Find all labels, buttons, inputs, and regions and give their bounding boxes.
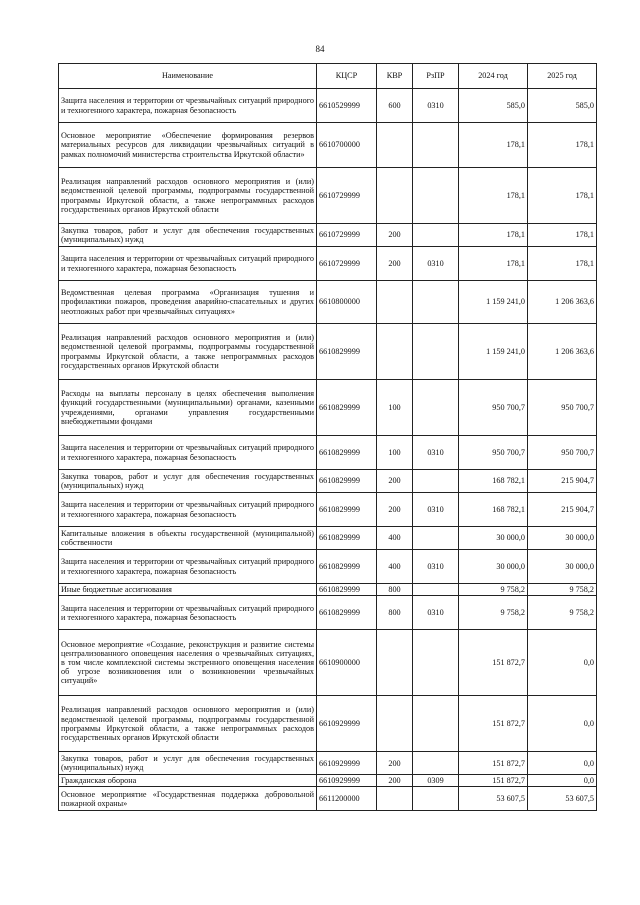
row-kcsr: 6610829999 <box>317 493 377 527</box>
row-rzpr <box>413 380 459 436</box>
row-2024: 9 758,2 <box>459 596 528 630</box>
row-name: Закупка товаров, работ и услуг для обеспечения государственных (муниципальных) нужд <box>59 470 317 493</box>
row-name: Защита населения и территории от чрезвычайных ситуаций природного и техногенного характера, пожарная безопасность <box>59 247 317 281</box>
row-rzpr <box>413 168 459 224</box>
row-rzpr: 0310 <box>413 550 459 584</box>
row-kcsr: 6610929999 <box>317 752 377 775</box>
row-name: Защита населения и территории от чрезвычайных ситуаций природного и техногенного характера, пожарная безопасность <box>59 436 317 470</box>
header-2025: 2025 год <box>528 64 597 89</box>
row-kvr: 800 <box>377 584 413 596</box>
row-kcsr: 6610900000 <box>317 630 377 696</box>
header-rzpr: РзПР <box>413 64 459 89</box>
row-kvr <box>377 324 413 380</box>
row-2024: 151 872,7 <box>459 775 528 787</box>
row-2024: 950 700,7 <box>459 436 528 470</box>
row-name: Защита населения и территории от чрезвычайных ситуаций природного и техногенного характера, пожарная безопасность <box>59 89 317 123</box>
row-kcsr: 6610829999 <box>317 436 377 470</box>
row-kvr: 800 <box>377 596 413 630</box>
row-name: Основное мероприятие «Создание, реконструкция и развитие системы централизованного оповещения населения о чрезвычайных ситуациях, в том числе комплексной системы экстренного оповещения населения об угрозе возникновения или о возникновении чрезвычайных ситуаций» <box>59 630 317 696</box>
page-number: 84 <box>315 44 325 54</box>
table-row <box>59 584 597 596</box>
row-rzpr <box>413 123 459 168</box>
row-kcsr: 6610929999 <box>317 696 377 752</box>
row-2024: 178,1 <box>459 168 528 224</box>
row-name: Капитальные вложения в объекты государственной (муниципальной) собственности <box>59 527 317 550</box>
row-2025: 0,0 <box>528 630 597 696</box>
row-kcsr: 6610729999 <box>317 247 377 281</box>
row-rzpr: 0310 <box>413 493 459 527</box>
row-kvr: 600 <box>377 89 413 123</box>
row-rzpr <box>413 584 459 596</box>
table-row <box>59 775 597 787</box>
row-kcsr: 6610700000 <box>317 123 377 168</box>
table-row <box>59 281 597 324</box>
budget-table <box>58 63 597 811</box>
table-row <box>59 493 597 527</box>
row-2024: 168 782,1 <box>459 470 528 493</box>
row-name: Ведомственная целевая программа «Организация тушения и профилактики пожаров, проведения аварийно-спасательных и других неотложных работ при чрезвычайных ситуациях» <box>59 281 317 324</box>
row-2024: 178,1 <box>459 224 528 247</box>
row-rzpr: 0310 <box>413 89 459 123</box>
table-row <box>59 630 597 696</box>
row-rzpr <box>413 470 459 493</box>
row-kvr: 100 <box>377 436 413 470</box>
row-rzpr: 0310 <box>413 596 459 630</box>
row-2024: 9 758,2 <box>459 584 528 596</box>
row-kcsr: 6610829999 <box>317 470 377 493</box>
row-rzpr <box>413 752 459 775</box>
row-name: Реализация направлений расходов основного мероприятия и (или) ведомственной целевой программы, подпрограммы государственной программы Иркутской области, а также непрограммных расходов государственных органов Иркутской области <box>59 168 317 224</box>
table-row <box>59 752 597 775</box>
row-2024: 151 872,7 <box>459 630 528 696</box>
row-kvr: 200 <box>377 493 413 527</box>
row-kvr: 400 <box>377 527 413 550</box>
row-rzpr: 0310 <box>413 436 459 470</box>
table-header-row <box>59 64 597 89</box>
row-kvr: 400 <box>377 550 413 584</box>
row-name: Закупка товаров, работ и услуг для обеспечения государственных (муниципальных) нужд <box>59 224 317 247</box>
row-2025: 0,0 <box>528 696 597 752</box>
table-row <box>59 470 597 493</box>
row-2025: 215 904,7 <box>528 493 597 527</box>
row-2024: 151 872,7 <box>459 696 528 752</box>
row-kvr <box>377 630 413 696</box>
table-row <box>59 596 597 630</box>
row-2025: 215 904,7 <box>528 470 597 493</box>
row-2024: 30 000,0 <box>459 527 528 550</box>
row-kvr <box>377 168 413 224</box>
row-2025: 30 000,0 <box>528 527 597 550</box>
row-2024: 30 000,0 <box>459 550 528 584</box>
row-kcsr: 6610829999 <box>317 596 377 630</box>
table-row <box>59 324 597 380</box>
row-name: Расходы на выплаты персоналу в целях обеспечения выполнения функций государственными (муниципальными) органами, казенными учреждениями, органами управления государственными внебюджетными фондами <box>59 380 317 436</box>
row-rzpr: 0309 <box>413 775 459 787</box>
row-kcsr: 6610829999 <box>317 584 377 596</box>
row-name: Основное мероприятие «Обеспечение формирования резервов материальных ресурсов для ликвидации чрезвычайных ситуаций в рамках полномочий министерства строительства Иркутской области» <box>59 123 317 168</box>
row-kcsr: 6610829999 <box>317 550 377 584</box>
table-row <box>59 123 597 168</box>
row-kcsr: 6610929999 <box>317 775 377 787</box>
row-2025: 1 206 363,6 <box>528 281 597 324</box>
row-rzpr <box>413 630 459 696</box>
row-2025: 178,1 <box>528 123 597 168</box>
row-name: Гражданская оборона <box>59 775 317 787</box>
row-name: Реализация направлений расходов основного мероприятия и (или) ведомственной целевой программы, подпрограммы государственной программы Иркутской области, а также непрограммных расходов государственных органов Иркутской области <box>59 696 317 752</box>
row-2025: 0,0 <box>528 775 597 787</box>
row-kcsr: 6610829999 <box>317 527 377 550</box>
row-rzpr <box>413 696 459 752</box>
row-2025: 950 700,7 <box>528 436 597 470</box>
row-kcsr: 6610529999 <box>317 89 377 123</box>
row-kvr: 200 <box>377 775 413 787</box>
row-rzpr <box>413 224 459 247</box>
table-row <box>59 696 597 752</box>
row-2024: 1 159 241,0 <box>459 324 528 380</box>
row-2025: 9 758,2 <box>528 596 597 630</box>
row-rzpr: 0310 <box>413 247 459 281</box>
row-2024: 53 607,5 <box>459 787 528 811</box>
row-kvr <box>377 787 413 811</box>
header-kcsr: КЦСР <box>317 64 377 89</box>
row-kvr <box>377 696 413 752</box>
header-2024: 2024 год <box>459 64 528 89</box>
row-rzpr <box>413 527 459 550</box>
table-row <box>59 89 597 123</box>
row-rzpr <box>413 324 459 380</box>
table-row <box>59 550 597 584</box>
row-name: Защита населения и территории от чрезвычайных ситуаций природного и техногенного характера, пожарная безопасность <box>59 550 317 584</box>
row-name: Защита населения и территории от чрезвычайных ситуаций природного и техногенного характера, пожарная безопасность <box>59 596 317 630</box>
table-row <box>59 168 597 224</box>
row-kvr: 200 <box>377 470 413 493</box>
row-kcsr: 6611200000 <box>317 787 377 811</box>
row-2025: 9 758,2 <box>528 584 597 596</box>
row-2024: 151 872,7 <box>459 752 528 775</box>
row-kvr <box>377 281 413 324</box>
row-2025: 585,0 <box>528 89 597 123</box>
row-2024: 585,0 <box>459 89 528 123</box>
row-2025: 0,0 <box>528 752 597 775</box>
row-name: Основное мероприятие «Государственная поддержка добровольной пожарной охраны» <box>59 787 317 811</box>
table-row <box>59 527 597 550</box>
table-row <box>59 247 597 281</box>
header-kvr: КВР <box>377 64 413 89</box>
row-kcsr: 6610800000 <box>317 281 377 324</box>
row-2025: 30 000,0 <box>528 550 597 584</box>
row-name: Защита населения и территории от чрезвычайных ситуаций природного и техногенного характера, пожарная безопасность <box>59 493 317 527</box>
row-kcsr: 6610729999 <box>317 168 377 224</box>
row-rzpr <box>413 281 459 324</box>
row-2024: 168 782,1 <box>459 493 528 527</box>
row-2025: 178,1 <box>528 247 597 281</box>
row-kcsr: 6610729999 <box>317 224 377 247</box>
header-name: Наименование <box>59 64 317 89</box>
row-rzpr <box>413 787 459 811</box>
table-row <box>59 380 597 436</box>
row-kvr: 100 <box>377 380 413 436</box>
row-2025: 178,1 <box>528 168 597 224</box>
row-kcsr: 6610829999 <box>317 324 377 380</box>
row-name: Закупка товаров, работ и услуг для обеспечения государственных (муниципальных) нужд <box>59 752 317 775</box>
table-row <box>59 787 597 811</box>
row-kvr: 200 <box>377 224 413 247</box>
row-2024: 178,1 <box>459 123 528 168</box>
row-2025: 53 607,5 <box>528 787 597 811</box>
table-row <box>59 224 597 247</box>
row-kvr: 200 <box>377 752 413 775</box>
row-2025: 1 206 363,6 <box>528 324 597 380</box>
row-2024: 1 159 241,0 <box>459 281 528 324</box>
row-kvr: 200 <box>377 247 413 281</box>
table-row <box>59 436 597 470</box>
row-name: Реализация направлений расходов основного мероприятия и (или) ведомственной целевой программы, подпрограммы государственной программы Иркутской области, а также непрограммных расходов государственных органов Иркутской области <box>59 324 317 380</box>
row-2025: 950 700,7 <box>528 380 597 436</box>
row-kcsr: 6610829999 <box>317 380 377 436</box>
row-2024: 950 700,7 <box>459 380 528 436</box>
row-name: Иные бюджетные ассигнования <box>59 584 317 596</box>
row-2025: 178,1 <box>528 224 597 247</box>
row-kvr <box>377 123 413 168</box>
row-2024: 178,1 <box>459 247 528 281</box>
